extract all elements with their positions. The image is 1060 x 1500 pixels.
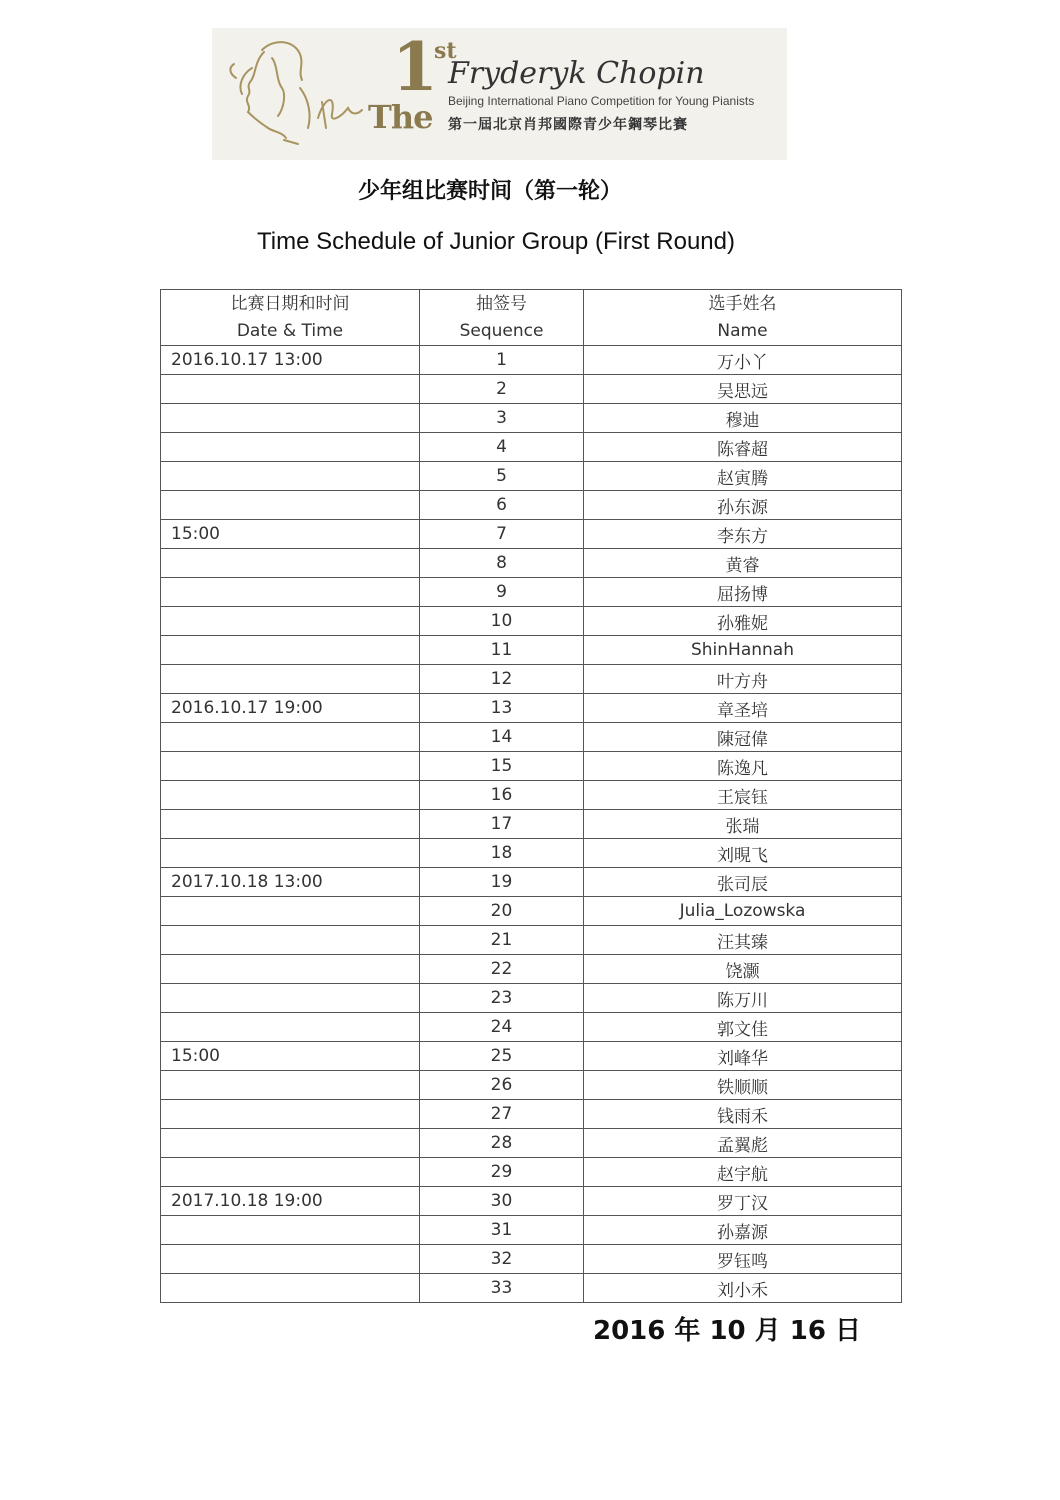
date-cell xyxy=(161,665,420,694)
sequence-cell: 24 xyxy=(420,1013,584,1042)
table-row xyxy=(161,926,902,955)
date-cell xyxy=(161,1274,420,1303)
competition-banner xyxy=(212,28,787,160)
table-row xyxy=(161,810,902,839)
date-header-en: Date & Time xyxy=(236,320,344,341)
document-date: 2016 年 10 月 16 日 xyxy=(593,1316,861,1346)
table-row xyxy=(161,1158,902,1187)
date-cell xyxy=(161,1245,420,1274)
date-cell xyxy=(161,810,420,839)
sequence-cell: 26 xyxy=(420,1071,584,1100)
date-cell xyxy=(161,1158,420,1187)
table-row xyxy=(161,984,902,1013)
table-row xyxy=(161,462,902,491)
date-cell xyxy=(161,926,420,955)
table-row xyxy=(161,346,902,375)
sequence-cell: 5 xyxy=(420,462,584,491)
name-cell: 陳冠偉 xyxy=(584,723,902,752)
table-row xyxy=(161,752,902,781)
sequence-cell: 20 xyxy=(420,897,584,926)
name-cell: 铁顺顺 xyxy=(584,1071,902,1100)
table-row xyxy=(161,404,902,433)
name-cell: Julia_Lozowska xyxy=(584,897,902,926)
name-cell: 张司辰 xyxy=(584,868,902,897)
date-cell xyxy=(161,491,420,520)
sequence-cell: 31 xyxy=(420,1216,584,1245)
date-cell xyxy=(161,433,420,462)
table-row xyxy=(161,491,902,520)
date-cell xyxy=(161,1013,420,1042)
date-cell xyxy=(161,839,420,868)
name-cell: 汪其臻 xyxy=(584,926,902,955)
date-cell: 15:00 xyxy=(161,520,420,549)
sequence-cell: 2 xyxy=(420,375,584,404)
name-cell: 孙东源 xyxy=(584,491,902,520)
date-cell xyxy=(161,404,420,433)
sequence-column-header xyxy=(420,290,584,346)
table-row xyxy=(161,955,902,984)
name-cell: 章圣培 xyxy=(584,694,902,723)
table-row xyxy=(161,1100,902,1129)
name-cell: 陈睿超 xyxy=(584,433,902,462)
sequence-cell: 17 xyxy=(420,810,584,839)
table-row xyxy=(161,897,902,926)
name-cell: 穆迪 xyxy=(584,404,902,433)
table-row xyxy=(161,1245,902,1274)
sequence-cell: 10 xyxy=(420,607,584,636)
date-cell: 2017.10.18 13:00 xyxy=(161,868,420,897)
name-cell: 李东方 xyxy=(584,520,902,549)
sequence-cell: 15 xyxy=(420,752,584,781)
sequence-cell: 14 xyxy=(420,723,584,752)
sequence-cell: 12 xyxy=(420,665,584,694)
table-row xyxy=(161,375,902,404)
name-cell: 孟翼彪 xyxy=(584,1129,902,1158)
sequence-cell: 9 xyxy=(420,578,584,607)
table-row xyxy=(161,781,902,810)
competition-name: Fryderyk Chopin xyxy=(448,56,705,91)
brand-the-label: The xyxy=(368,98,433,136)
brand-ordinal-number: 1 xyxy=(392,28,438,106)
brand-ordinal-suffix: st xyxy=(434,38,457,64)
name-cell: 罗丁汉 xyxy=(584,1187,902,1216)
table-row xyxy=(161,1071,902,1100)
sequence-cell: 13 xyxy=(420,694,584,723)
sequence-cell: 29 xyxy=(420,1158,584,1187)
name-cell: 赵宇航 xyxy=(584,1158,902,1187)
table-row xyxy=(161,520,902,549)
date-cell xyxy=(161,636,420,665)
table-row xyxy=(161,1216,902,1245)
table-row xyxy=(161,1274,902,1303)
table-row xyxy=(161,839,902,868)
date-cell: 15:00 xyxy=(161,1042,420,1071)
table-row xyxy=(161,1042,902,1071)
name-cell: 刘峰华 xyxy=(584,1042,902,1071)
name-cell: 王宸钰 xyxy=(584,781,902,810)
sequence-cell: 6 xyxy=(420,491,584,520)
date-cell xyxy=(161,723,420,752)
schedule-table-body xyxy=(161,346,902,1303)
page-title-zh: 少年组比赛时间（第一轮） xyxy=(357,179,622,204)
sequence-cell: 18 xyxy=(420,839,584,868)
name-cell: 饶灏 xyxy=(584,955,902,984)
name-cell: 刘晛飞 xyxy=(584,839,902,868)
name-cell: 叶方舟 xyxy=(584,665,902,694)
name-cell: 钱雨禾 xyxy=(584,1100,902,1129)
sequence-cell: 32 xyxy=(420,1245,584,1274)
table-row xyxy=(161,1129,902,1158)
sequence-cell: 8 xyxy=(420,549,584,578)
date-cell xyxy=(161,607,420,636)
date-cell xyxy=(161,1100,420,1129)
schedule-table xyxy=(160,289,902,1303)
table-row xyxy=(161,694,902,723)
sequence-cell: 27 xyxy=(420,1100,584,1129)
date-cell xyxy=(161,578,420,607)
sequence-cell: 16 xyxy=(420,781,584,810)
table-header-row xyxy=(161,290,902,346)
date-cell: 2016.10.17 13:00 xyxy=(161,346,420,375)
date-column-header xyxy=(161,290,420,346)
name-cell: 赵寅腾 xyxy=(584,462,902,491)
name-column-header xyxy=(584,290,902,346)
chopin-portrait-logo xyxy=(212,28,392,160)
sequence-cell: 19 xyxy=(420,868,584,897)
date-cell xyxy=(161,549,420,578)
table-row xyxy=(161,607,902,636)
competition-subtitle-en: Beijing International Piano Competition for Young Pianists xyxy=(448,94,755,108)
date-cell xyxy=(161,375,420,404)
table-row xyxy=(161,636,902,665)
sequence-header-en: Sequence xyxy=(459,320,544,341)
date-cell: 2016.10.17 19:00 xyxy=(161,694,420,723)
table-row xyxy=(161,549,902,578)
sequence-cell: 4 xyxy=(420,433,584,462)
sequence-cell: 7 xyxy=(420,520,584,549)
date-cell xyxy=(161,752,420,781)
sequence-header-zh: 抽签号 xyxy=(476,293,527,314)
sequence-cell: 11 xyxy=(420,636,584,665)
sequence-cell: 23 xyxy=(420,984,584,1013)
date-header-zh: 比赛日期和时间 xyxy=(230,293,350,314)
table-row xyxy=(161,723,902,752)
name-cell: 刘小禾 xyxy=(584,1274,902,1303)
sequence-cell: 21 xyxy=(420,926,584,955)
table-row xyxy=(161,1187,902,1216)
table-row xyxy=(161,578,902,607)
date-cell xyxy=(161,984,420,1013)
name-cell: ShinHannah xyxy=(584,636,902,665)
date-cell xyxy=(161,955,420,984)
name-cell: 万小丫 xyxy=(584,346,902,375)
name-cell: 孙嘉源 xyxy=(584,1216,902,1245)
name-cell: 郭文佳 xyxy=(584,1013,902,1042)
name-cell: 陈万川 xyxy=(584,984,902,1013)
name-header-zh: 选手姓名 xyxy=(708,293,777,314)
name-cell: 孙雅妮 xyxy=(584,607,902,636)
table-row xyxy=(161,868,902,897)
sequence-cell: 30 xyxy=(420,1187,584,1216)
name-cell: 吴思远 xyxy=(584,375,902,404)
name-cell: 陈逸凡 xyxy=(584,752,902,781)
date-cell xyxy=(161,897,420,926)
date-cell xyxy=(161,781,420,810)
date-cell xyxy=(161,1216,420,1245)
sequence-cell: 25 xyxy=(420,1042,584,1071)
page-title-en: Time Schedule of Junior Group (First Round) xyxy=(257,228,735,255)
date-cell xyxy=(161,1129,420,1158)
table-row xyxy=(161,665,902,694)
sequence-cell: 33 xyxy=(420,1274,584,1303)
sequence-cell: 28 xyxy=(420,1129,584,1158)
name-cell: 张瑞 xyxy=(584,810,902,839)
name-cell: 屈扬博 xyxy=(584,578,902,607)
sequence-cell: 22 xyxy=(420,955,584,984)
competition-subtitle-zh: 第一屆北京肖邦國際青少年鋼琴比賽 xyxy=(448,117,688,133)
name-cell: 罗钰鸣 xyxy=(584,1245,902,1274)
name-cell: 黄睿 xyxy=(584,549,902,578)
sequence-cell: 1 xyxy=(420,346,584,375)
date-cell xyxy=(161,1071,420,1100)
date-cell: 2017.10.18 19:00 xyxy=(161,1187,420,1216)
table-row xyxy=(161,1013,902,1042)
name-header-en: Name xyxy=(717,320,768,341)
table-row xyxy=(161,433,902,462)
sequence-cell: 3 xyxy=(420,404,584,433)
date-cell xyxy=(161,462,420,491)
